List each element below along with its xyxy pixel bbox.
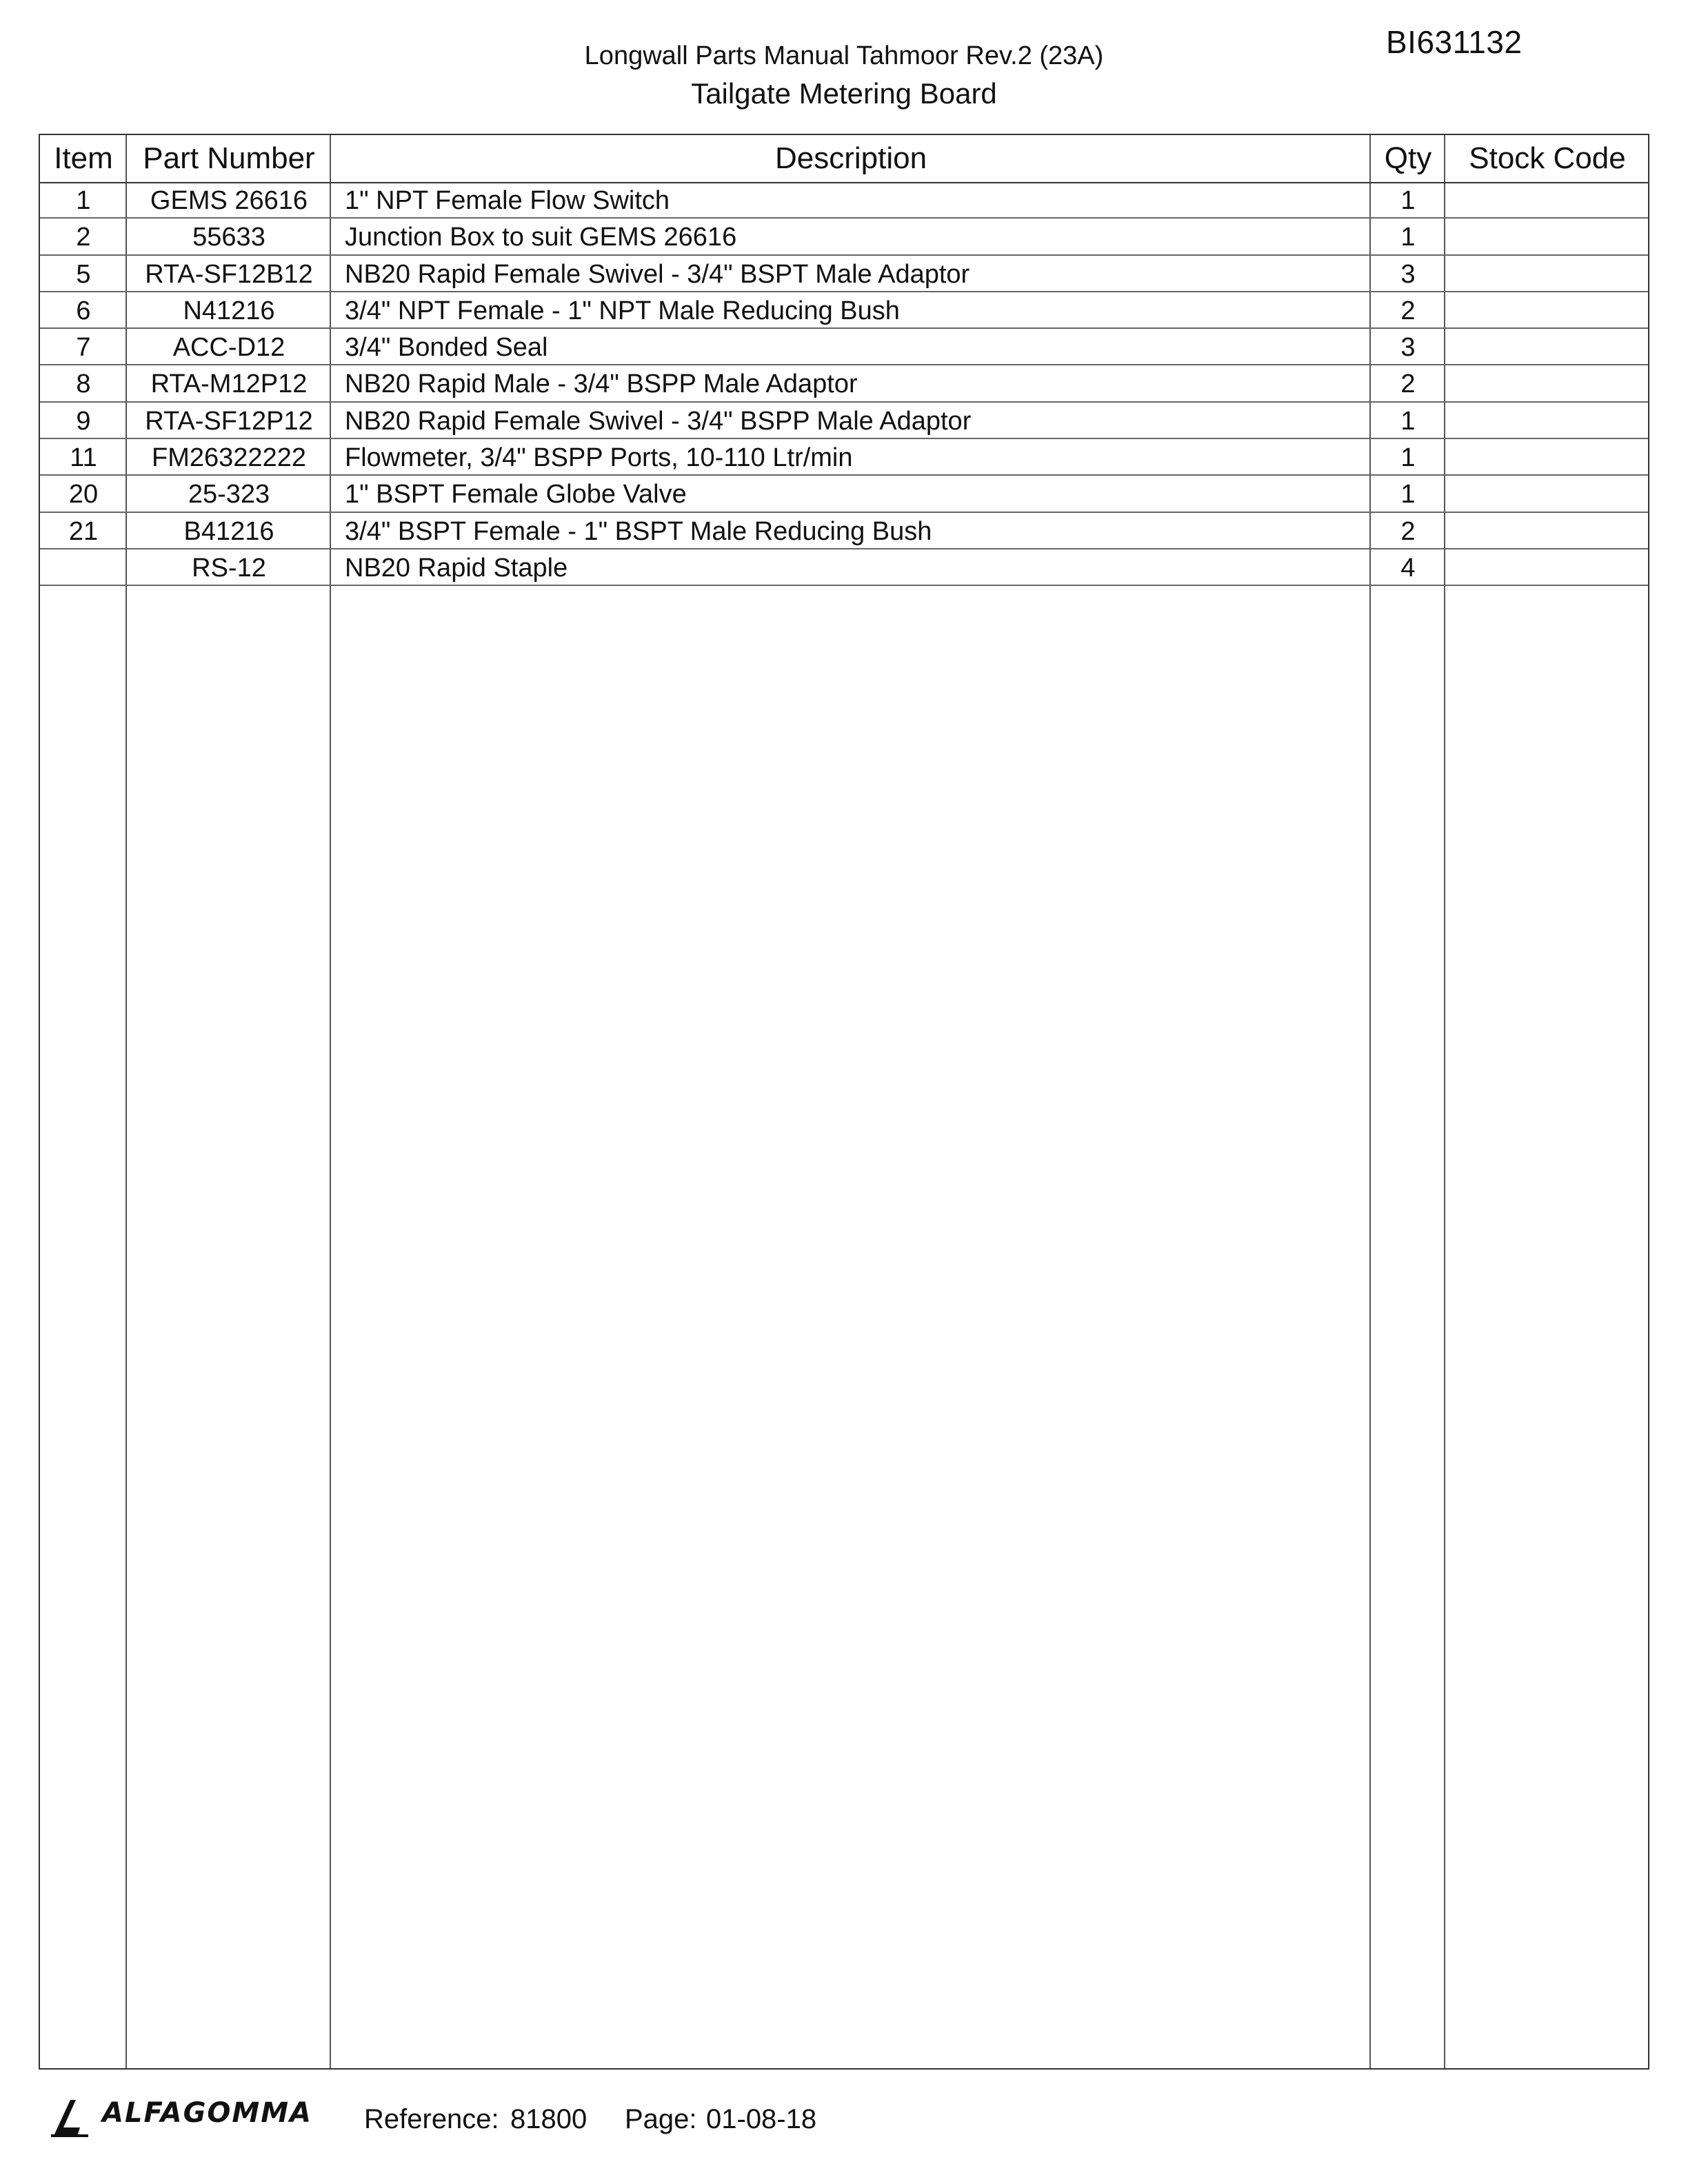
stock-code-cell	[1445, 182, 1649, 218]
stock-code-cell	[1445, 439, 1649, 475]
part-number-cell: N41216	[183, 296, 275, 325]
reference-label: Reference:	[364, 2104, 499, 2134]
table-row	[40, 365, 1648, 402]
description-cell: NB20 Rapid Staple	[345, 553, 568, 583]
qty-cell: 3	[1400, 333, 1416, 363]
qty-cell: 1	[1400, 480, 1416, 509]
part-number-cell: RTA-SF12P12	[145, 406, 313, 436]
document-code: BI631132	[1386, 24, 1523, 60]
item-cell: 7	[76, 333, 91, 363]
manual-title: Longwall Parts Manual Tahmoor Rev.2 (23A)	[584, 41, 1104, 70]
reference-value: 81800	[510, 2104, 587, 2134]
item-cell: 9	[76, 406, 91, 436]
item-cell: 6	[76, 296, 91, 325]
column-header-part-number: Part Number	[143, 141, 315, 175]
part-number-cell: 55633	[192, 223, 265, 252]
description-cell: 3/4" BSPT Female - 1" BSPT Male Reducing Bush	[345, 516, 932, 546]
item-cell: 8	[76, 370, 91, 399]
part-number-cell: RS-12	[192, 553, 266, 583]
qty-cell: 4	[1400, 553, 1416, 583]
table-row	[40, 513, 1648, 549]
column-header-qty: Qty	[1384, 141, 1432, 175]
item-cell: 1	[76, 186, 91, 215]
table-row	[40, 292, 1648, 329]
brand-logo-text: ALFAGOMMA	[102, 2097, 312, 2129]
item-cell: 2	[76, 223, 91, 252]
part-number-cell: FM26322222	[152, 443, 306, 473]
board-title: Tailgate Metering Board	[691, 77, 997, 110]
stock-code-cell	[1445, 513, 1649, 549]
column-header-description: Description	[774, 141, 927, 175]
page-label: Page:	[625, 2104, 697, 2134]
stock-code-cell	[1445, 219, 1649, 254]
description-cell: NB20 Rapid Male - 3/4" BSPP Male Adaptor	[345, 370, 858, 399]
qty-cell: 1	[1400, 406, 1416, 436]
table-row	[40, 403, 1648, 439]
table-row	[40, 256, 1648, 292]
parts-table	[39, 134, 1649, 2070]
description-cell: NB20 Rapid Female Swivel - 3/4" BSPP Male Adaptor	[345, 406, 972, 436]
stock-code-cell	[1445, 476, 1649, 512]
item-cell: 11	[70, 443, 97, 473]
page-value: 01-08-18	[706, 2104, 817, 2134]
stock-code-cell	[1445, 329, 1649, 365]
table-body	[40, 182, 1648, 586]
qty-cell: 1	[1400, 223, 1416, 252]
part-number-cell: 25-323	[188, 480, 270, 509]
table-row	[40, 549, 1648, 586]
column-header-item: Item	[54, 141, 113, 175]
item-cell: 5	[76, 259, 91, 289]
description-cell: 3/4" NPT Female - 1" NPT Male Reducing Bush	[345, 296, 900, 325]
table-row	[40, 182, 1648, 219]
qty-cell: 2	[1400, 296, 1416, 325]
item-cell: 21	[68, 516, 99, 546]
stock-code-cell	[1445, 365, 1649, 401]
stock-code-cell	[1445, 403, 1649, 438]
stock-code-cell	[1445, 256, 1649, 292]
part-number-cell: RTA-SF12B12	[145, 259, 313, 289]
description-cell: 1" NPT Female Flow Switch	[345, 186, 670, 215]
stock-code-cell	[1445, 292, 1649, 328]
part-number-cell: ACC-D12	[172, 333, 285, 363]
alfagomma-logo-icon	[50, 2097, 91, 2138]
item-cell: 20	[68, 480, 99, 509]
qty-cell: 2	[1400, 516, 1416, 546]
table-row	[40, 219, 1648, 255]
qty-cell: 1	[1400, 186, 1416, 215]
part-number-cell: RTA-M12P12	[150, 370, 308, 399]
description-cell: Junction Box to suit GEMS 26616	[345, 223, 737, 252]
table-header	[40, 135, 1648, 183]
qty-cell: 2	[1400, 370, 1416, 399]
table-row	[40, 476, 1648, 512]
item-cell	[40, 549, 127, 585]
description-cell: NB20 Rapid Female Swivel - 3/4" BSPT Male Adaptor	[345, 259, 970, 289]
table-row	[40, 329, 1648, 365]
qty-cell: 3	[1400, 259, 1416, 289]
table-row	[40, 439, 1648, 476]
part-number-cell: B41216	[183, 516, 274, 546]
stock-code-cell	[1445, 549, 1649, 585]
qty-cell: 1	[1400, 443, 1416, 473]
description-cell: Flowmeter, 3/4" BSPP Ports, 10-110 Ltr/min	[345, 443, 853, 473]
column-header-stock-code: Stock Code	[1469, 141, 1626, 175]
part-number-cell: GEMS 26616	[150, 186, 308, 215]
description-cell: 3/4" Bonded Seal	[345, 333, 548, 363]
description-cell: 1" BSPT Female Globe Valve	[345, 480, 687, 509]
